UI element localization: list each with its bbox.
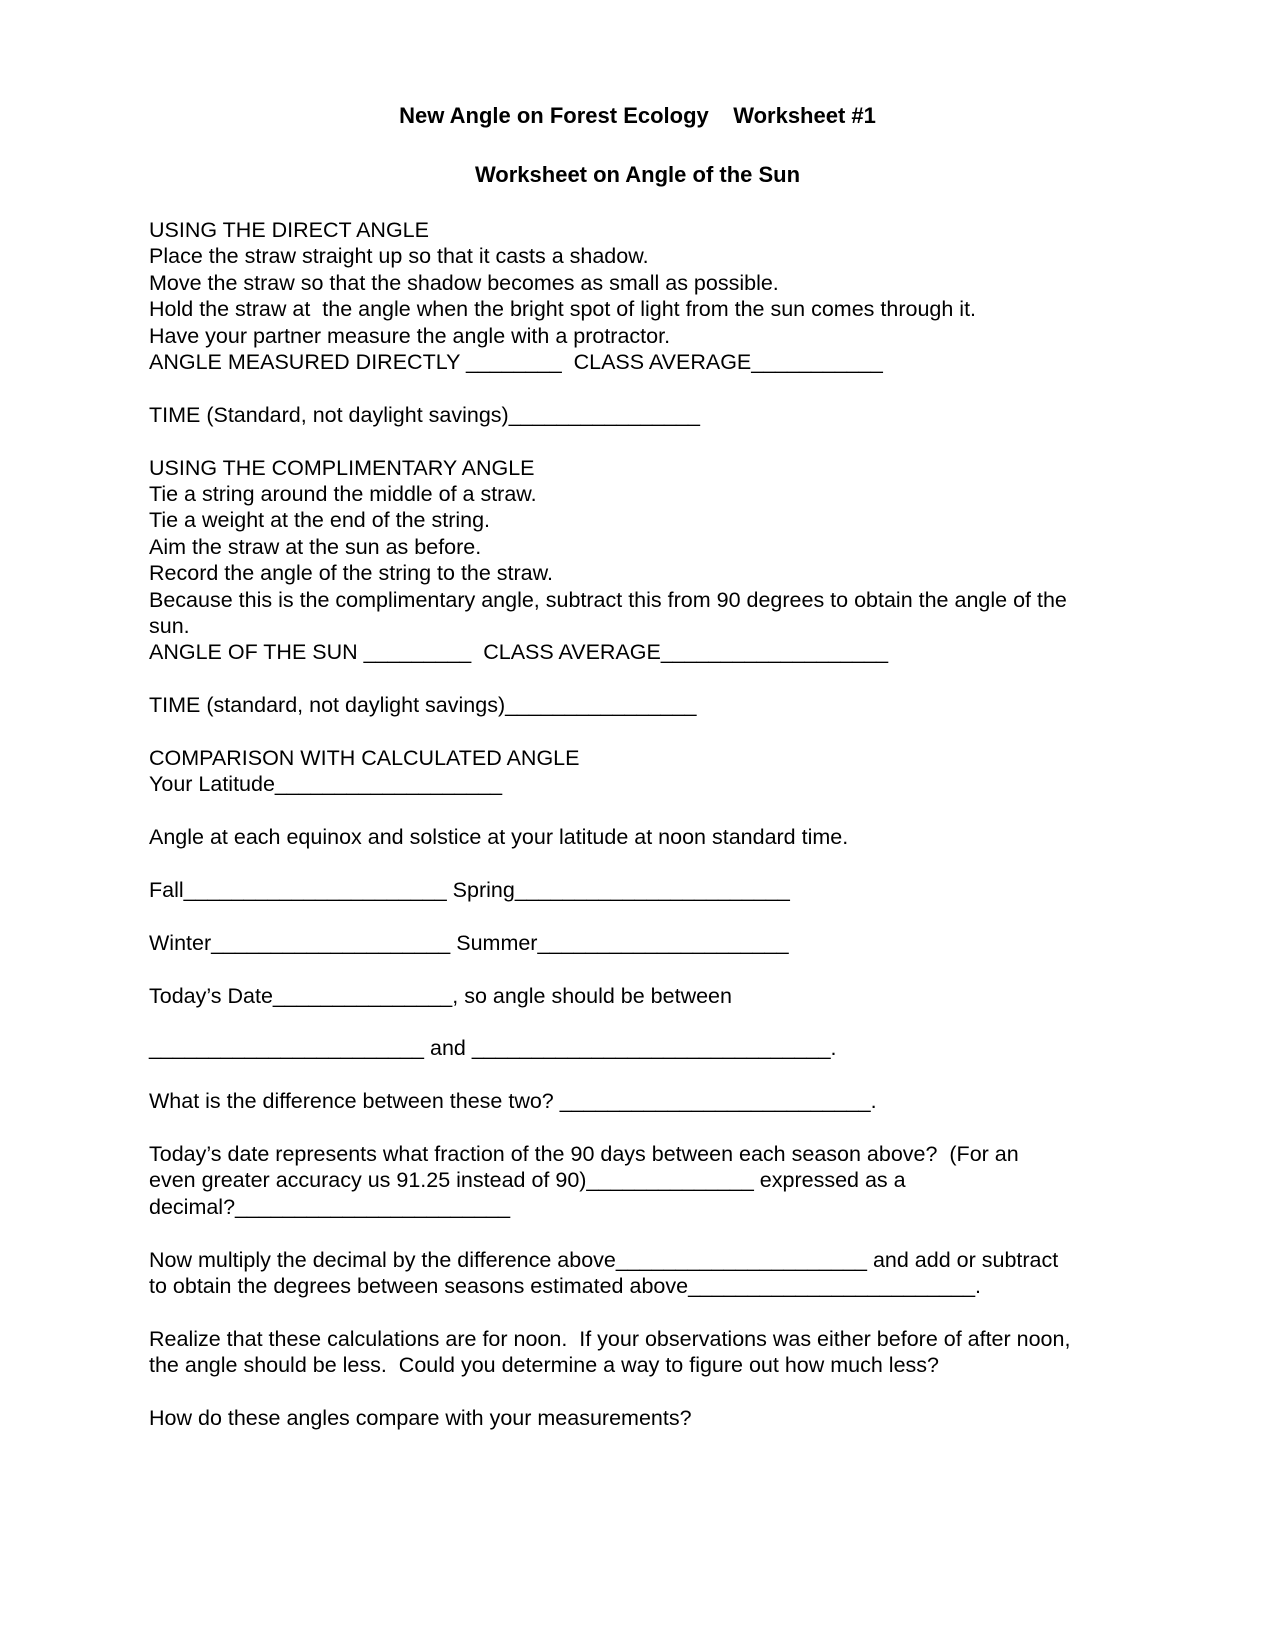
complimentary-step-2: Tie a weight at the end of the string. [149, 508, 491, 533]
spacer [149, 375, 1139, 401]
realize-line-2: the angle should be less. Could you determine a way to figure out how much less? [149, 1353, 939, 1378]
latitude-line: Your Latitude___________________ [149, 772, 503, 797]
spacer [149, 1220, 1139, 1246]
spacer [149, 851, 1139, 877]
spacer [149, 903, 1139, 929]
fraction-line-1: Today’s date represents what fraction of the 90 days between each season above? (For an [149, 1142, 1019, 1167]
complimentary-step-5: Because this is the complimentary angle, subtract this from 90 degrees to obtain the angle of the [149, 587, 1067, 612]
complimentary-step-3: Aim the straw at the sun as before. [149, 534, 482, 559]
direct-step-1: Place the straw straight up so that it casts a shadow. [149, 244, 649, 269]
spacer [149, 428, 1139, 454]
worksheet-body [149, 217, 1139, 1431]
sun-angle-measure-line: ANGLE OF THE SUN _________ CLASS AVERAGE___________________ [149, 640, 889, 665]
comparison-heading: COMPARISON WITH CALCULATED ANGLE [149, 746, 580, 771]
worksheet-subtitle: Worksheet on Angle of the Sun [474, 162, 801, 187]
spacer [149, 719, 1139, 745]
fall-spring-line: Fall______________________ Spring_______________________ [149, 878, 790, 903]
complimentary-step-4: Record the angle of the string to the straw. [149, 561, 553, 586]
direct-angle-measure-line: ANGLE MEASURED DIRECTLY ________ CLASS AVERAGE___________ [149, 350, 883, 375]
final-question: How do these angles compare with your measurements? [149, 1406, 692, 1431]
complimentary-time-line: TIME (standard, not daylight savings)________________ [149, 693, 697, 718]
spacer [149, 956, 1139, 982]
winter-summer-line: Winter____________________ Summer_____________________ [149, 930, 789, 955]
direct-step-2: Move the straw so that the shadow becomes as small as possible. [149, 270, 779, 295]
spacer [149, 666, 1139, 692]
direct-time-line: TIME (Standard, not daylight savings)________________ [149, 402, 701, 427]
direct-angle-heading: USING THE DIRECT ANGLE [149, 218, 429, 242]
difference-question: What is the difference between these two? __________________________. [149, 1089, 877, 1114]
equinox-intro: Angle at each equinox and solstice at your latitude at noon standard time. [149, 825, 849, 850]
spacer [149, 798, 1139, 824]
todays-date-line: Today’s Date_______________, so angle should be between [149, 983, 732, 1008]
fraction-line-3: decimal?_______________________ [149, 1194, 511, 1219]
spacer [149, 1299, 1139, 1325]
complimentary-step-1: Tie a string around the middle of a straw. [149, 482, 537, 507]
spacer [149, 1009, 1139, 1035]
worksheet-title: New Angle on Forest Ecology Worksheet #1 [399, 103, 876, 128]
complimentary-step-6: sun. [149, 614, 190, 639]
spacer [149, 1379, 1139, 1405]
direct-step-3: Hold the straw at the angle when the bright spot of light from the sun comes through it. [149, 297, 977, 322]
realize-line-1: Realize that these calculations are for noon. If your observations was either before of after noon, [149, 1326, 1071, 1351]
multiply-line-2: to obtain the degrees between seasons estimated above________________________. [149, 1274, 982, 1299]
angle-range-line: _______________________ and ______________________________. [149, 1036, 837, 1061]
spacer [149, 1115, 1139, 1141]
direct-step-4: Have your partner measure the angle with a protractor. [149, 323, 671, 348]
complimentary-angle-heading: USING THE COMPLIMENTARY ANGLE [149, 455, 535, 480]
spacer [149, 1062, 1139, 1088]
fraction-line-2: even greater accuracy us 91.25 instead of 90)______________ expressed as a [149, 1168, 906, 1193]
multiply-line-1: Now multiply the decimal by the difference above_____________________ and add or subtract [149, 1247, 1059, 1272]
